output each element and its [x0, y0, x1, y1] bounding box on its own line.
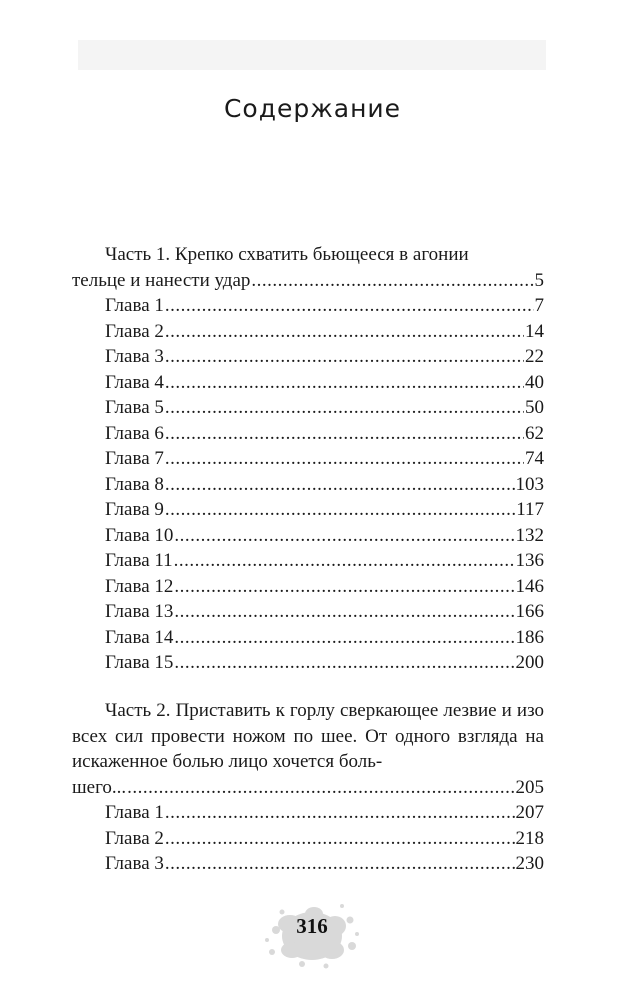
chapter-page: 166	[515, 601, 544, 622]
dot-leader	[165, 472, 515, 498]
part-1-page: 5	[534, 269, 544, 291]
chapter-page: 207	[515, 802, 544, 823]
chapter-label: Глава 4	[105, 371, 164, 393]
part-1-heading: Часть 1. Крепко схватить бьющееся в агонии	[105, 244, 469, 265]
chapter-page: 50	[525, 397, 544, 418]
chapter-page: 146	[515, 575, 544, 597]
dot-leader	[165, 421, 524, 447]
chapter-entry[interactable]	[72, 851, 544, 877]
chapter-entry[interactable]	[72, 548, 544, 574]
chapter-page: 14	[525, 320, 544, 342]
dot-leader	[127, 775, 514, 801]
dot-leader	[174, 599, 514, 625]
dot-leader	[165, 826, 515, 852]
dot-leader	[174, 523, 514, 549]
page-number: 316	[296, 914, 328, 938]
chapter-label: Глава 13	[105, 601, 174, 622]
chapter-page: 230	[515, 853, 544, 874]
chapter-label: Глава 3	[105, 853, 164, 874]
chapter-page: 136	[515, 550, 544, 571]
chapter-entry[interactable]	[72, 370, 544, 396]
dot-leader	[165, 800, 515, 826]
chapter-label: Глава 9	[105, 499, 164, 520]
dot-leader	[165, 319, 524, 345]
chapter-entry[interactable]	[72, 472, 544, 498]
chapter-label: Глава 8	[105, 473, 164, 495]
chapter-label: Глава 15	[105, 652, 174, 673]
dot-leader	[251, 268, 533, 294]
chapter-entry[interactable]	[72, 344, 544, 370]
part-2-heading: Часть 2. Приставить к горлу сверкающее лезвие и изо всех сил провести ножом по шее. От одного взгляда на искаженное болью лицо хочется боль-	[72, 700, 544, 772]
chapter-label: Глава 14	[105, 626, 174, 648]
chapter-label: Глава 2	[105, 320, 164, 342]
chapter-entry[interactable]	[72, 421, 544, 447]
chapter-entry[interactable]	[72, 826, 544, 852]
chapter-label: Глава 2	[105, 827, 164, 849]
page-number-badge	[262, 900, 362, 970]
dot-leader	[165, 293, 534, 319]
part-1-entry[interactable]	[72, 268, 544, 294]
toc-part-2	[72, 698, 544, 877]
chapter-page: 62	[525, 422, 544, 444]
chapter-page: 132	[515, 524, 544, 546]
chapter-page: 200	[515, 652, 544, 673]
chapter-label: Глава 7	[105, 448, 164, 469]
chapter-label: Глава 1	[105, 802, 164, 823]
dot-leader	[174, 548, 515, 574]
chapter-entry[interactable]	[72, 497, 544, 523]
dot-leader	[174, 625, 514, 651]
dot-leader	[165, 446, 524, 472]
chapter-entry[interactable]	[72, 800, 544, 826]
part-2-page: 205	[515, 776, 544, 798]
page-title: Содержание	[223, 94, 402, 123]
chapter-label: Глава 10	[105, 524, 174, 546]
part-2-heading-end: шего...	[72, 776, 127, 798]
chapter-label: Глава 6	[105, 422, 164, 444]
chapter-label: Глава 12	[105, 575, 174, 597]
toc-part-1	[72, 242, 544, 676]
chapter-entry[interactable]	[72, 523, 544, 549]
chapter-page: 74	[525, 448, 544, 469]
chapter-page: 117	[516, 499, 544, 520]
part-1-heading-end: тельце и нанести удар	[72, 269, 251, 291]
dot-leader	[165, 370, 524, 396]
chapter-label: Глава 1	[105, 295, 164, 316]
chapter-entry[interactable]	[72, 650, 544, 676]
chapter-entry[interactable]	[72, 574, 544, 600]
chapter-entry[interactable]	[72, 293, 544, 319]
chapter-page: 7	[534, 295, 544, 316]
dot-leader	[165, 395, 524, 421]
chapter-entry[interactable]	[72, 395, 544, 421]
chapter-page: 22	[525, 346, 544, 367]
chapter-label: Глава 3	[105, 346, 164, 367]
dot-leader	[174, 650, 514, 676]
chapter-page: 103	[515, 473, 544, 495]
chapter-entry[interactable]	[72, 446, 544, 472]
dot-leader	[165, 497, 515, 523]
dot-leader	[174, 574, 514, 600]
dot-leader	[165, 344, 524, 370]
chapter-page: 40	[525, 371, 544, 393]
part-2-entry[interactable]	[72, 775, 544, 801]
chapter-page: 186	[515, 626, 544, 648]
chapter-entry[interactable]	[72, 319, 544, 345]
header-band	[78, 40, 546, 70]
chapter-page: 218	[515, 827, 544, 849]
chapter-label: Глава 11	[105, 550, 173, 571]
chapter-entry[interactable]	[72, 599, 544, 625]
chapter-entry[interactable]	[72, 625, 544, 651]
chapter-label: Глава 5	[105, 397, 164, 418]
dot-leader	[165, 851, 515, 877]
